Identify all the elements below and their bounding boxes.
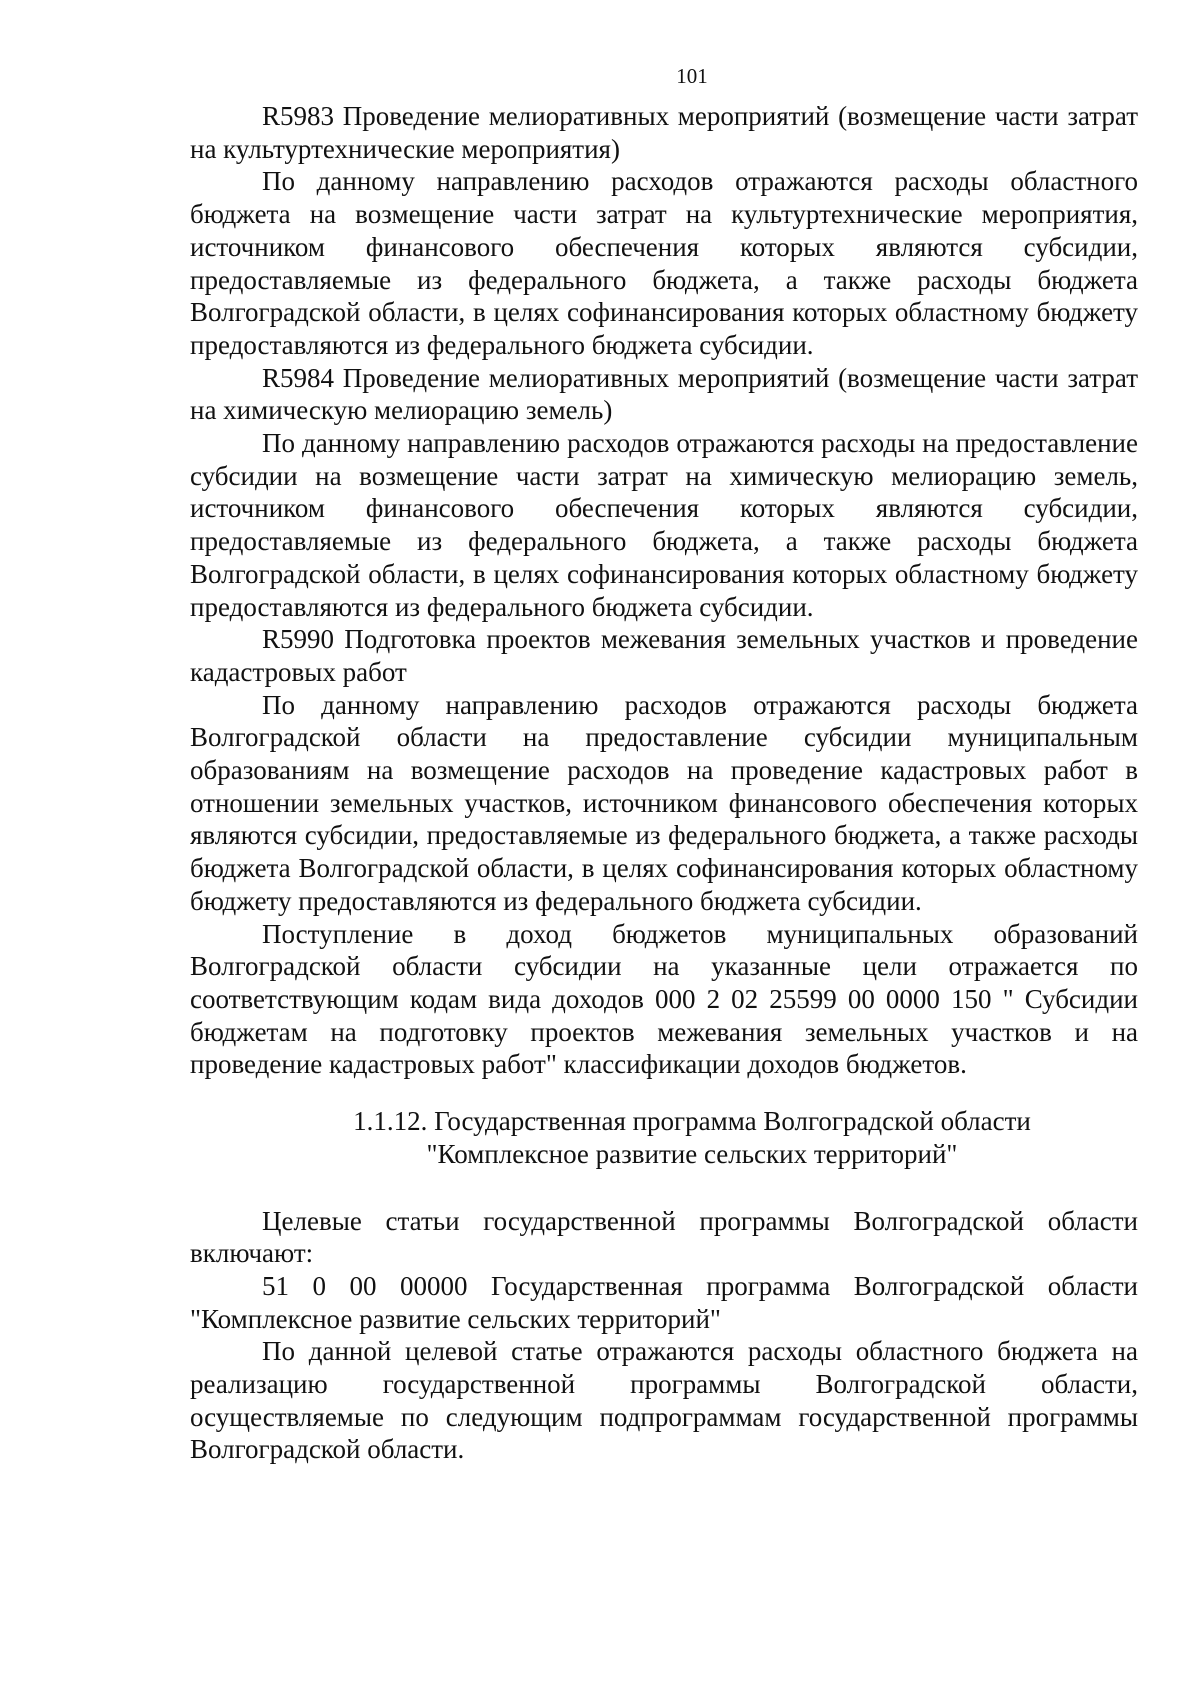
paragraph-income-codes: Поступление в доход бюджетов муниципальных образований Волгоградской области субсидии на указанные цели отражается по соответствующим кодам вида доходов 000 2 02 25599 00 0000 150 " Субсидии бюджетам на подготовку проектов межевания земельных участков и на проведение кадастровых работ" классификации доходов бюджетов. xyxy=(190,918,1138,1080)
paragraph-program-expenses: По данной целевой статье отражаются расходы областного бюджета на реализацию государственной программы Волгоградской области, осуществляемые по следующим подпрограммам государственной программы Волгоградской области. xyxy=(190,1336,1138,1465)
document-page xyxy=(190,60,1138,1466)
page-number: 101 xyxy=(676,64,708,88)
heading-spacer xyxy=(190,1171,1138,1205)
section-heading xyxy=(190,1105,1138,1170)
paragraph-r5983-body: По данному направлению расходов отражаются расходы областного бюджета на возмещение части затрат на культуртехнические мероприятия, источником финансового обеспечения которых являются субсидии, предоставляемые из федерального бюджета, а также расходы бюджета Волгоградской области, в целях софинансирования которых областному бюджету предоставляются из федерального бюджета субсидии. xyxy=(190,166,1138,360)
section-heading-line-2: "Комплексное развитие сельских территорий" xyxy=(426,1138,958,1169)
paragraph-r5984-title: R5984 Проведение мелиоративных мероприятий (возмещение части затрат на химическую мелиорацию земель) xyxy=(190,362,1138,426)
paragraph-r5990-body: По данному направлению расходов отражаются расходы бюджета Волгоградской области на предоставление субсидии муниципальным образованиям на возмещение расходов на проведение кадастровых работ в отношении земельных участков, источником финансового обеспечения которых являются субсидии, предоставляемые из федерального бюджета, а также расходы бюджета Волгоградской области, в целях софинансирования которых областному бюджету предоставляются из федерального бюджета субсидии. xyxy=(190,689,1138,916)
paragraph-r5990-title: R5990 Подготовка проектов межевания земельных участков и проведение кадастровых работ xyxy=(190,624,1138,687)
paragraph-r5983-title: R5983 Проведение мелиоративных мероприятий (возмещение части затрат на культуртехнические мероприятия) xyxy=(190,101,1138,164)
paragraph-program-code: 51 0 00 00000 Государственная программа Волгоградской области "Комплексное развитие сельских территорий" xyxy=(190,1270,1138,1334)
section-heading-line-1: 1.1.12. Государственная программа Волгоградской области xyxy=(353,1106,1031,1137)
paragraph-target-articles: Целевые статьи государственной программы Волгоградской области включают: xyxy=(190,1205,1138,1269)
paragraph-r5984-body: По данному направлению расходов отражаются расходы на предоставление субсидии на возмещение части затрат на химическую мелиорацию земель, источником финансового обеспечения которых являются субсидии, предоставляемые из федерального бюджета, а также расходы бюджета Волгоградской области, в целях софинансирования которых областному бюджету предоставляются из федерального бюджета субсидии. xyxy=(190,428,1138,622)
